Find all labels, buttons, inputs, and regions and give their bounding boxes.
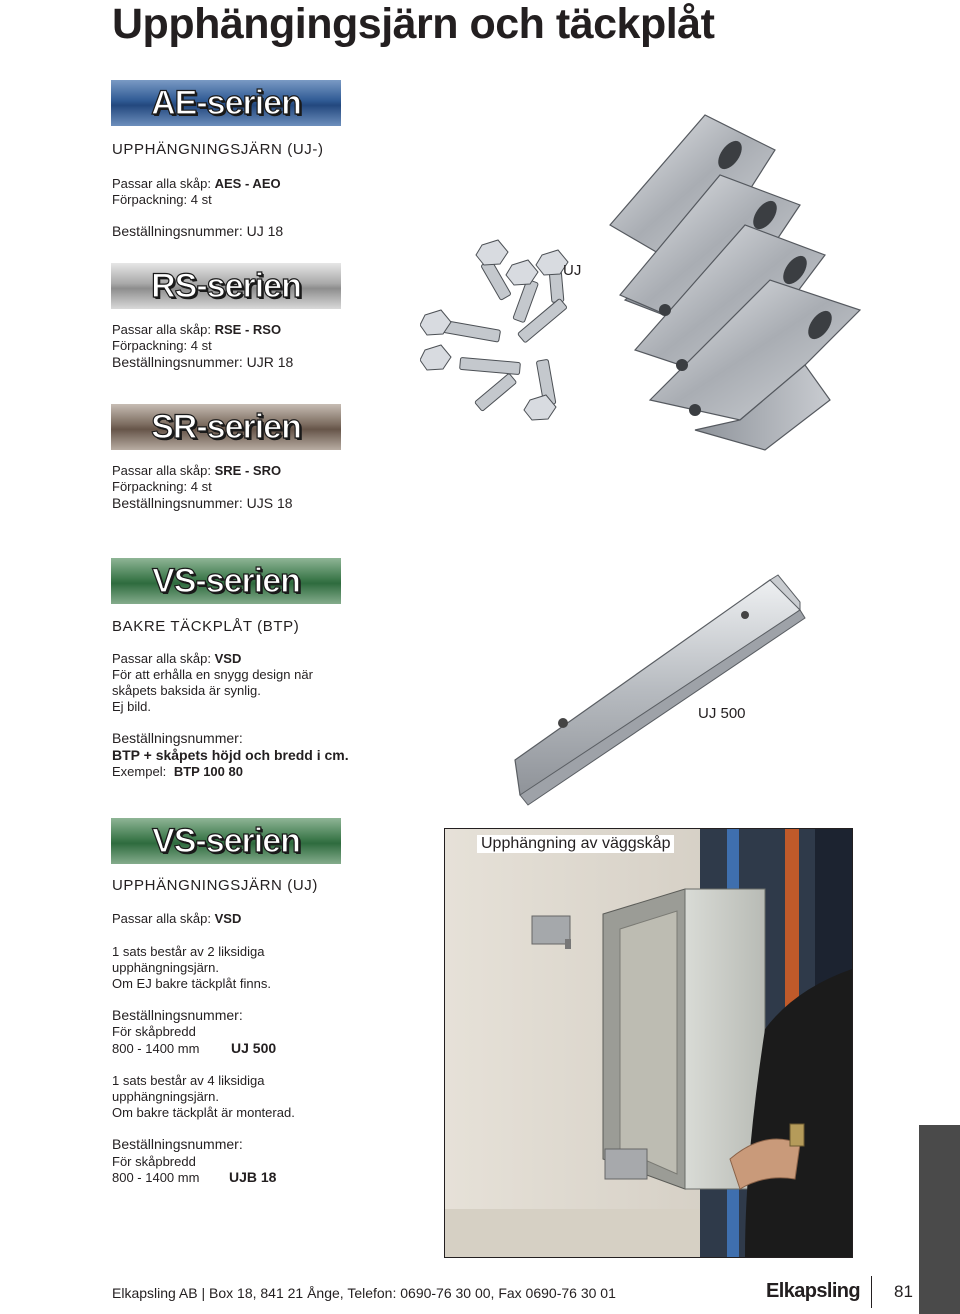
wall-cabinet-illustration [445, 829, 852, 1257]
btp-heading: BAKRE TÄCKPLÅT (BTP) [112, 618, 300, 635]
uj-order2-for: För skåpbredd [112, 1154, 196, 1169]
uj-order1-code: UJ 500 [231, 1040, 277, 1056]
sr-series-banner: SR-serien [111, 404, 341, 450]
ae-packing: Förpackning: 4 st [112, 192, 212, 207]
ae-fits-value: AES - AEO [214, 176, 281, 191]
uj-order1-label: Beställningsnummer: [112, 1007, 243, 1023]
sr-fits-label: Passar alla skåp: [112, 463, 211, 478]
uj-fits-label: Passar alla skåp: [112, 911, 211, 926]
uj-set1-line-2: upphängningsjärn. [112, 960, 219, 975]
screws [420, 240, 568, 420]
uj-label: UJ [563, 262, 582, 279]
ae-fits [112, 176, 281, 193]
btp-order-label: Beställningsnummer: [112, 730, 243, 746]
btp-fits-label: Passar alla skåp: [112, 651, 211, 666]
wall-cabinet-photo [444, 828, 853, 1258]
uj-order2-range: 800 - 1400 mm [112, 1170, 200, 1185]
btp-example [112, 764, 243, 781]
uj-order1-for: För skåpbredd [112, 1024, 196, 1039]
btp-desc-line-2: skåpets baksida är synlig. [112, 683, 261, 698]
btp-fits-value: VSD [214, 651, 242, 666]
uj-set2-line-1: 1 sats består av 4 liksidiga [112, 1073, 265, 1088]
ae-heading: UPPHÄNGNINGSJÄRN (UJ-) [112, 141, 324, 158]
btp-desc-line-1: För att erhålla en snygg design när [112, 667, 313, 682]
ae-fits-label: Passar alla skåp: [112, 176, 211, 191]
page-edge-tab [919, 1125, 960, 1314]
rs-fits [112, 322, 281, 339]
sr-fits [112, 463, 281, 480]
page-number: 81 [894, 1282, 913, 1301]
sr-fits-value: SRE - SRO [214, 463, 282, 478]
uj-order2-label: Beställningsnummer: [112, 1136, 243, 1152]
vs-series-banner-1: VS-serien [111, 558, 341, 604]
uj-set1-line-3: Om EJ bakre täckplåt finns. [112, 976, 271, 991]
ae-series-banner: AE-serien [111, 80, 341, 126]
rs-order-number: Beställningsnummer: UJR 18 [112, 354, 294, 370]
uj-set2-line-3: Om bakre täckplåt är monterad. [112, 1105, 295, 1120]
btp-example-label: Exempel: [112, 764, 167, 779]
elkapsling-logo: Elkapsling [766, 1280, 861, 1302]
rs-series-banner: RS-serien [111, 263, 341, 309]
btp-fits [112, 651, 241, 668]
mounting-brackets-image [420, 110, 920, 470]
uj-order1-range: 800 - 1400 mm [112, 1041, 200, 1056]
footer-divider [871, 1276, 872, 1308]
sr-order-number: Beställningsnummer: UJS 18 [112, 495, 293, 511]
uj-set2-line-2: upphängningsjärn. [112, 1089, 219, 1104]
btp-desc-line-3: Ej bild. [112, 699, 152, 714]
uj-fits-value: VSD [214, 911, 242, 926]
uj-heading: UPPHÄNGNINGSJÄRN (UJ) [112, 877, 318, 894]
rs-packing: Förpackning: 4 st [112, 338, 212, 353]
footer-company-info: Elkapsling AB | Box 18, 841 21 Ånge, Telefon: 0690-76 30 00, Fax 0690-76 30 01 [112, 1285, 616, 1301]
uj-order2-code: UJB 18 [229, 1169, 277, 1185]
bracket-stack [610, 115, 860, 450]
rs-fits-value: RSE - RSO [214, 322, 282, 337]
uj500-rail-image [500, 570, 820, 810]
ae-order-number: Beställningsnummer: UJ 18 [112, 223, 284, 239]
rs-fits-label: Passar alla skåp: [112, 322, 211, 337]
btp-example-value: BTP 100 80 [173, 764, 243, 779]
vs-series-banner-2: VS-serien [111, 818, 341, 864]
page-title: Upphängingsjärn och täckplåt [112, 0, 715, 48]
btp-order-value: BTP + skåpets höjd och bredd i cm. [112, 747, 349, 763]
uj-set1-line-1: 1 sats består av 2 liksidiga [112, 944, 265, 959]
sr-packing: Förpackning: 4 st [112, 479, 212, 494]
uj-fits [112, 911, 241, 928]
wall-cabinet-caption: Upphängning av väggskåp [477, 835, 674, 853]
uj500-label: UJ 500 [698, 705, 746, 722]
